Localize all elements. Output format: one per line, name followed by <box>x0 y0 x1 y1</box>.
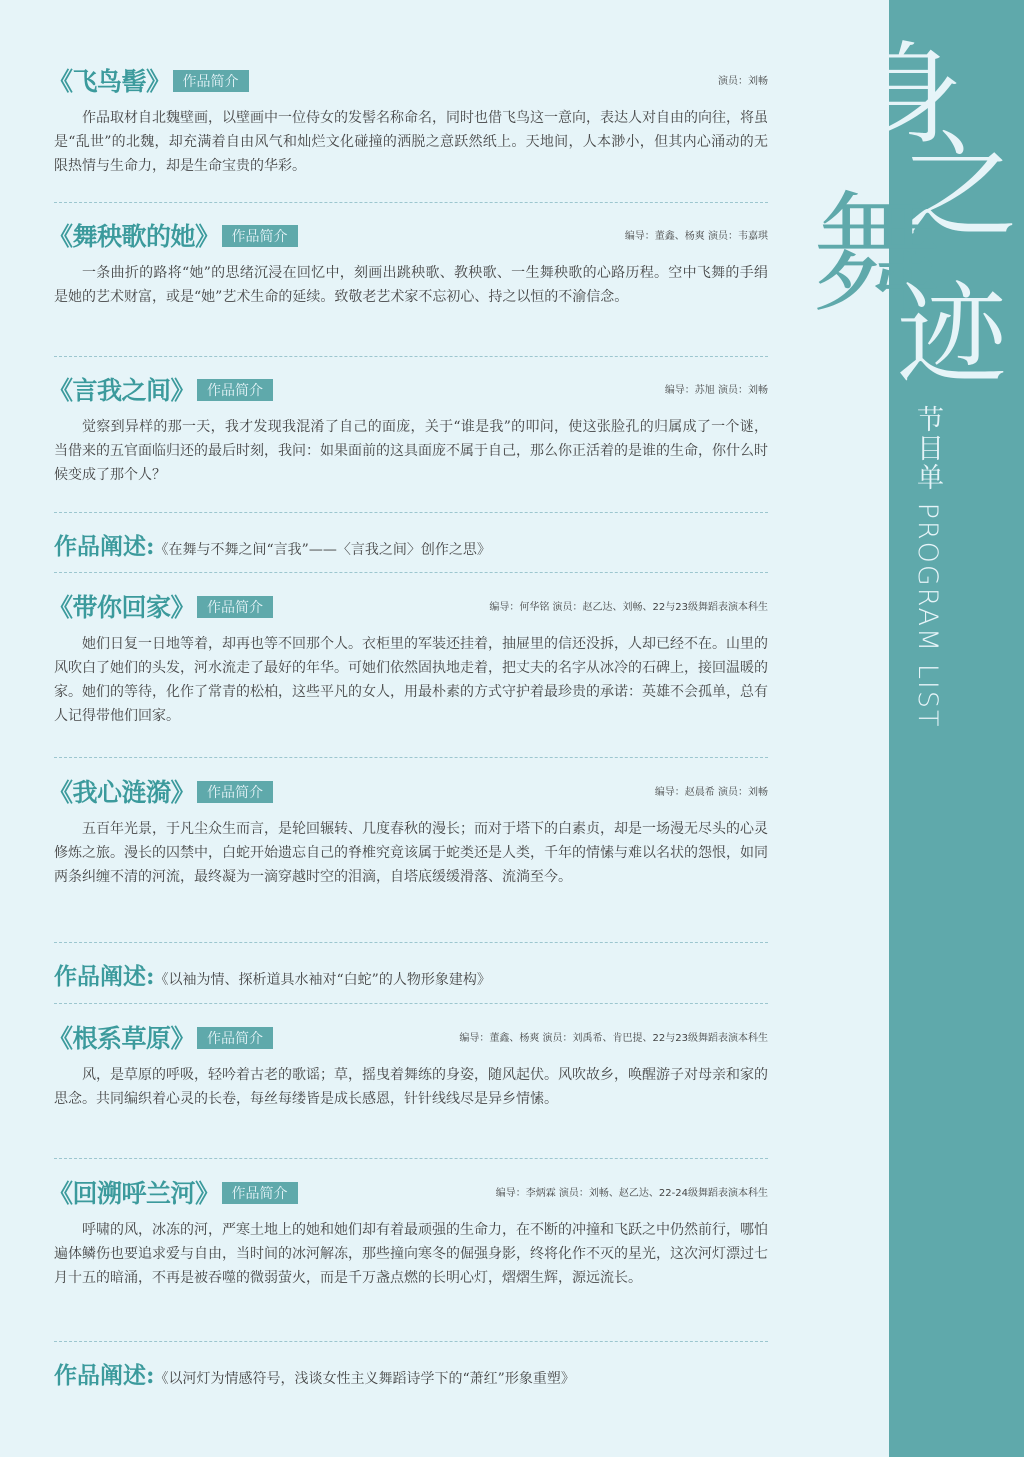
program-description: 一条曲折的路将“她”的思绪沉浸在回忆中，刻画出跳秧歌、教秧歌、一生舞秧歌的心路历程。空中飞舞的手绢是她的艺术财富，或是“她”艺术生命的延续。致敬老艺术家不忘初心、持之以恒的不渝信念。 <box>54 265 768 305</box>
essay-line <box>54 958 768 991</box>
essay-label: 作品阐述: <box>54 963 155 990</box>
divider <box>54 942 768 943</box>
program-description: 呼啸的风，冰冻的河，严寒土地上的她和她们却有着最顽强的生命力，在不断的冲撞和飞跃之中仍然前行，哪怕遍体鳞伤也要追求爱与自由，当时间的冰河解冻，那些撞向寒冬的倔强身影，终将化作不灭的星光，这次河灯漂过七月十五的暗涌，不再是被吞噬的微弱萤火，而是千万盏点燃的长明心灯，熠熠生辉，源远流长。 <box>54 1222 768 1286</box>
program-credits: 编导：董鑫、杨爽 演员：韦嘉琪 <box>624 231 768 242</box>
side-title-char: 舞 <box>812 179 943 331</box>
essay-title: 《以河灯为情感符号，浅谈女性主义舞蹈诗学下的“萧红”形象重塑》 <box>154 1371 575 1387</box>
program-item <box>48 773 768 889</box>
essay-line <box>54 528 768 561</box>
side-title <box>812 31 1018 400</box>
program-description: 风，是草原的呼吸，轻吟着古老的歌谣；草，摇曳着舞练的身姿，随风起伏。风吹故乡，唤醒游子对母亲和家的思念。共同编织着心灵的长卷，每丝每缕皆是成长感恩，针针线线尽是异乡情愫。 <box>54 1067 768 1107</box>
side-title-char: 身 <box>852 31 962 159</box>
program-item <box>48 62 768 178</box>
divider <box>54 757 768 758</box>
divider <box>54 512 768 513</box>
program-title: 《带你回家》 <box>48 593 196 622</box>
program-credits: 编导：李炳霖 演员：刘畅、赵乙达、22-24级舞蹈表演本科生 <box>495 1188 768 1199</box>
essay-label: 作品阐述: <box>54 533 155 560</box>
program-title: 《飞鸟髻》 <box>48 67 171 96</box>
program-credits: 编导：赵晨希 演员：刘畅 <box>654 787 768 798</box>
program-description: 五百年光景，于凡尘众生而言，是轮回辗转、几度春秋的漫长；而对于塔下的白素贞，却是一场漫无尽头的心灵修炼之旅。漫长的囚禁中，白蛇开始遗忘自己的脊椎究竟该属于蛇类还是人类，千年的情愫与难以名状的怨恨，如同两条纠缠不清的河流，最终凝为一滴穿越时空的泪滴，自塔底缓缓滑落、流淌至今。 <box>54 821 768 885</box>
divider <box>54 1158 768 1159</box>
essay-title: 《在舞与不舞之间“言我”——〈言我之间〉创作之思》 <box>154 542 491 558</box>
program-item <box>48 1019 768 1111</box>
divider <box>54 572 768 573</box>
program-title: 《回溯呼兰河》 <box>48 1179 220 1208</box>
program-item <box>48 371 768 487</box>
intro-tag: 作品简介 <box>173 70 249 92</box>
program-title: 《我心涟漪》 <box>48 778 196 807</box>
essay-line <box>54 1357 768 1390</box>
intro-tag: 作品简介 <box>222 225 298 247</box>
program-description: 作品取材自北魏壁画，以壁画中一位侍女的发髻名称命名，同时也借飞鸟这一意向，表达人对自由的向往，将虽是“乱世”的北魏，却充满着自由风气和灿烂文化碰撞的洒脱之意跃然纸上。天地间，人本渺小，但其内心涌动的无限热情与生命力，却是生命宝贵的华彩。 <box>54 110 768 174</box>
divider <box>54 1341 768 1342</box>
program-title: 《言我之间》 <box>48 376 196 405</box>
intro-tag: 作品简介 <box>197 596 273 618</box>
divider <box>54 202 768 203</box>
divider <box>54 356 768 357</box>
program-credits: 编导：何华铭 演员：赵乙达、刘畅、22与23级舞蹈表演本科生 <box>489 602 768 613</box>
side-title-char: 迹 <box>897 271 1007 399</box>
program-title: 《舞秧歌的她》 <box>48 222 220 251</box>
program-credits: 编导：董鑫、杨爽 演员：刘禹希、肯巴提、22与23级舞蹈表演本科生 <box>459 1033 768 1044</box>
program-item <box>48 588 768 728</box>
side-subtitle: 节目单 PROGRAM LIST <box>912 405 943 729</box>
intro-tag: 作品简介 <box>197 781 273 803</box>
program-item <box>48 217 768 309</box>
intro-tag: 作品简介 <box>197 1027 273 1049</box>
essay-label: 作品阐述: <box>54 1362 155 1389</box>
program-title: 《根系草原》 <box>48 1024 196 1053</box>
program-description: 她们日复一日地等着，却再也等不回那个人。衣柜里的军装还挂着，抽屉里的信还没拆，人却已经不在。山里的风吹白了她们的头发，河水流走了最好的年华。可她们依然固执地走着，把丈夫的名字从冰冷的石碑上，接回温暖的家。她们的等待，化作了常青的松柏，这些平凡的女人，用最朴素的方式守护着最珍贵的承诺：英雄不会孤单，总有人记得带他们回家。 <box>54 636 768 724</box>
program-credits: 编导：苏旭 演员：刘畅 <box>664 385 768 396</box>
divider <box>54 1003 768 1004</box>
program-item <box>48 1174 768 1290</box>
side-title-char: 之 <box>902 120 1018 254</box>
intro-tag: 作品简介 <box>197 379 273 401</box>
essay-title: 《以袖为情、探析道具水袖对“白蛇”的人物形象建构》 <box>154 972 491 988</box>
intro-tag: 作品简介 <box>222 1182 298 1204</box>
program-description: 觉察到异样的那一天，我才发现我混淆了自己的面庞，关于“谁是我”的叩问，使这张脸孔的归属成了一个谜，当借来的五官面临归还的最后时刻，我问：如果面前的这具面庞不属于自己，那么你正活着的是谁的生命，你什么时候变成了那个人？ <box>54 419 768 483</box>
program-credits: 演员：刘畅 <box>718 76 768 87</box>
